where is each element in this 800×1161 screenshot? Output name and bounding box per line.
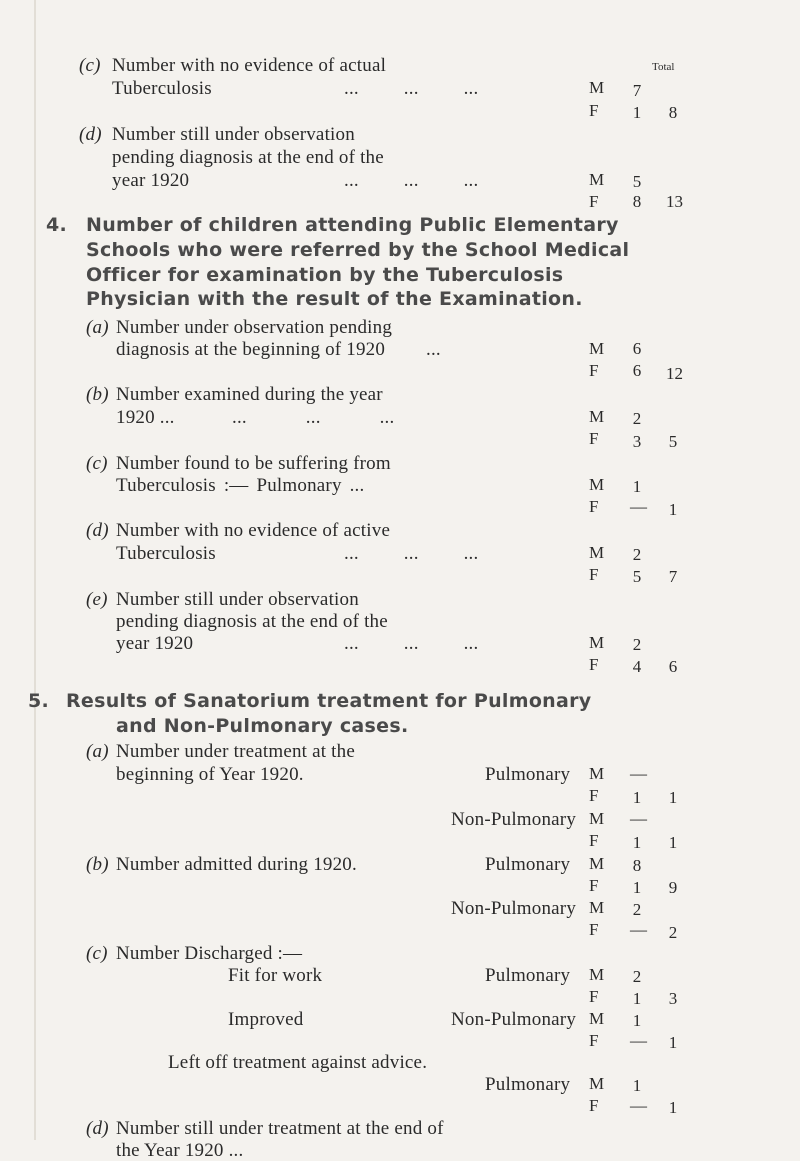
section-number: 5.	[28, 690, 50, 712]
item-letter: (d)	[86, 1118, 109, 1139]
male-value: 2	[632, 409, 642, 428]
female-label: F	[589, 101, 599, 120]
item-text-line: Number admitted during 1920.	[116, 854, 357, 875]
female-label: F	[589, 655, 599, 674]
female-value: 8	[632, 192, 642, 211]
male-value: 5	[632, 172, 642, 191]
section-heading-line: Officer for examination by the Tuberculosis	[86, 264, 564, 286]
female-label: F	[589, 497, 599, 516]
female-value: —	[630, 1031, 647, 1050]
female-value: 6	[632, 361, 642, 380]
total-value: 1	[668, 1033, 678, 1052]
leader-dots: ... ... ...	[344, 78, 479, 99]
female-value: 5	[632, 567, 642, 586]
leader-dots: ... ... ...	[344, 633, 479, 654]
item-text-line: Number examined during the year	[116, 384, 383, 405]
category-label: Pulmonary	[485, 1074, 571, 1095]
total-value: 7	[668, 567, 678, 586]
item-text-line: 1920 ...	[116, 407, 175, 428]
female-value: 1	[632, 833, 642, 852]
male-label: M	[589, 764, 605, 783]
female-label: F	[589, 987, 599, 1006]
page-fold-shadow	[34, 0, 36, 1140]
total-value: 12	[666, 364, 683, 383]
item-letter: (a)	[86, 741, 109, 762]
leader-dots: ... ... ...	[344, 543, 479, 564]
item-text-line: diagnosis at the beginning of 1920	[116, 339, 386, 360]
item-text-line: Number still under treatment at the end of	[116, 1118, 444, 1139]
male-label: M	[589, 170, 605, 189]
item-text-line: beginning of Year 1920.	[116, 764, 304, 785]
section-heading-line: Physician with the result of the Examination.	[86, 288, 583, 310]
item-letter: (b)	[86, 384, 109, 405]
section-number: 4.	[46, 214, 68, 236]
female-label: F	[589, 361, 599, 380]
male-label: M	[589, 633, 605, 652]
item-text-line: Number still under observation	[112, 124, 355, 145]
category-label: Pulmonary	[485, 854, 571, 875]
total-value: 9	[668, 878, 678, 897]
item-letter: (d)	[86, 520, 109, 541]
subcategory-label: Fit for work	[228, 965, 323, 986]
female-value: —	[630, 497, 647, 516]
male-value: 2	[632, 545, 642, 564]
item-text-line: Tuberculosis :— Pulmonary ...	[116, 475, 365, 496]
male-label: M	[589, 898, 605, 917]
category-label: Non-Pulmonary	[451, 898, 577, 919]
male-label: M	[589, 407, 605, 426]
female-label: F	[589, 429, 599, 448]
female-value: 1	[632, 989, 642, 1008]
male-value: 2	[632, 967, 642, 986]
female-label: F	[589, 1031, 599, 1050]
male-label: M	[589, 809, 605, 828]
female-label: F	[589, 876, 599, 895]
male-value: —	[630, 809, 647, 828]
female-label: F	[589, 831, 599, 850]
item-text-line: Number under observation pending	[116, 317, 393, 338]
item-letter: (a)	[86, 317, 109, 338]
section-heading-line: Results of Sanatorium treatment for Pulmonary	[66, 690, 592, 712]
item-letter: (c)	[79, 55, 101, 76]
section-heading-line: Schools who were referred by the School Medical	[86, 239, 630, 261]
category-label: Pulmonary	[485, 965, 571, 986]
male-label: M	[589, 339, 605, 358]
total-value: 1	[668, 788, 678, 807]
leader-dots: ... ... ...	[232, 407, 395, 428]
male-label: M	[589, 1074, 605, 1093]
female-label: F	[589, 786, 599, 805]
female-label: F	[589, 565, 599, 584]
item-text-line: Tuberculosis	[112, 78, 212, 99]
female-label: F	[589, 1096, 599, 1115]
female-label: F	[589, 192, 599, 211]
item-letter: (d)	[79, 124, 102, 145]
section-heading-line: and Non-Pulmonary cases.	[116, 715, 409, 737]
leader-dots: ...	[426, 339, 441, 360]
male-label: M	[589, 475, 605, 494]
male-value: 2	[632, 900, 642, 919]
total-column-header: Total	[652, 61, 675, 73]
item-letter: (c)	[86, 453, 108, 474]
leader-dots: ... ... ...	[344, 170, 479, 191]
male-value: 8	[632, 856, 642, 875]
total-value: 1	[668, 500, 678, 519]
female-value: 3	[632, 432, 642, 451]
male-value: 6	[632, 339, 642, 358]
female-value: —	[630, 920, 647, 939]
total-value: 6	[668, 657, 678, 676]
total-value: 13	[666, 192, 683, 211]
total-value: 1	[668, 833, 678, 852]
item-text-line: pending diagnosis at the end of the	[112, 147, 384, 168]
item-text-line: Number found to be suffering from	[116, 453, 391, 474]
item-letter: (b)	[86, 854, 109, 875]
total-value: 1	[668, 1098, 678, 1117]
category-label: Pulmonary	[485, 764, 571, 785]
subcategory-label: Left off treatment against advice.	[168, 1052, 428, 1073]
male-label: M	[589, 1009, 605, 1028]
male-value: 1	[632, 477, 642, 496]
sec5-item-d-line2: the Year 1920 ...	[116, 1140, 244, 1161]
item-letter: (c)	[86, 943, 108, 964]
item-text-line: Number with no evidence of actual	[112, 55, 387, 76]
item-text-line: Tuberculosis	[116, 543, 216, 564]
female-value: 4	[632, 657, 642, 676]
female-value: 1	[632, 103, 642, 122]
item-text-line: pending diagnosis at the end of the	[116, 611, 388, 632]
total-value: 8	[668, 103, 678, 122]
item-text-line: Number with no evidence of active	[116, 520, 391, 541]
total-value: 3	[668, 989, 678, 1008]
male-value: 2	[632, 635, 642, 654]
category-label: Non-Pulmonary	[451, 1009, 577, 1030]
female-value: —	[630, 1096, 647, 1115]
section-heading-line: Number of children attending Public Elementary	[86, 214, 619, 236]
male-label: M	[589, 965, 605, 984]
item-text-line: year 1920	[112, 170, 190, 191]
female-value: 1	[632, 878, 642, 897]
male-value: 7	[632, 81, 642, 100]
male-label: M	[589, 78, 605, 97]
total-value: 5	[668, 432, 678, 451]
category-label: Non-Pulmonary	[451, 809, 577, 830]
female-value: 1	[632, 788, 642, 807]
total-value: 2	[668, 923, 678, 942]
subcategory-label: Improved	[228, 1009, 304, 1030]
item-text-line: Number still under observation	[116, 589, 359, 610]
item-text-line: Number under treatment at the	[116, 741, 355, 762]
female-label: F	[589, 920, 599, 939]
male-value: 1	[632, 1011, 642, 1030]
item-text-line: Number Discharged :—	[116, 943, 303, 964]
male-label: M	[589, 543, 605, 562]
item-letter: (e)	[86, 589, 108, 610]
male-value: 1	[632, 1076, 642, 1095]
item-text-line: year 1920	[116, 633, 194, 654]
male-value: —	[630, 764, 647, 783]
male-label: M	[589, 854, 605, 873]
